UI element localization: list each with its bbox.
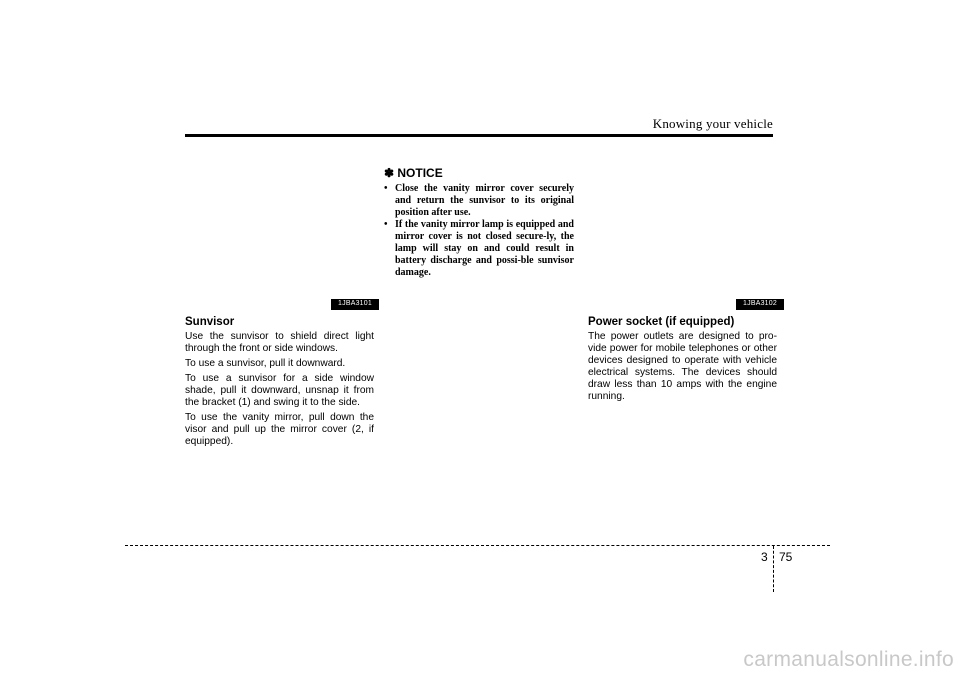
- chapter-number: 3: [761, 550, 768, 564]
- watermark: carmanualsonline.info: [743, 648, 954, 671]
- sunvisor-section: [185, 316, 374, 451]
- paragraph: Use the sunvisor to shield direct light through the front or side windows.: [185, 331, 374, 354]
- section-title: Knowing your vehicle: [652, 116, 773, 131]
- image-code-label: 1JBA3101: [331, 299, 379, 310]
- page-separator: [773, 546, 774, 592]
- notice-list: [384, 183, 574, 279]
- image-code-label: 1JBA3102: [736, 299, 784, 310]
- power-socket-section: [588, 316, 777, 406]
- paragraph: To use the vanity mirror, pull down the visor and pull up the mirror cover (2, if equipped).: [185, 412, 374, 447]
- section-heading: Power socket (if equipped): [588, 316, 735, 328]
- section-heading: Sunvisor: [185, 316, 235, 328]
- page-number: 75: [779, 550, 793, 564]
- paragraph: The power outlets are designed to pro-vide power for mobile telephones or other devices designed to operate with vehicle electrical systems. The devices should draw less than 10 amps with the engine running.: [588, 331, 777, 402]
- notice-title: ✽ NOTICE: [384, 166, 443, 180]
- notice-item: • If the vanity mirror lamp is equipped and mirror cover is not closed secure-ly, the lamp will stay on and could result in battery discharge and possi-ble sunvisor damage.: [384, 219, 574, 279]
- paragraph: To use a sunvisor, pull it downward.: [185, 358, 346, 369]
- header-rule: [185, 134, 773, 137]
- paragraph: To use a sunvisor for a side window shade, pull it downward, unsnap it from the bracket (1) and swing it to the side.: [185, 373, 374, 408]
- footer-rule: [125, 545, 830, 546]
- notice-box: [384, 166, 574, 279]
- notice-item: • Close the vanity mirror cover securely and return the sunvisor to its original position after use.: [384, 183, 574, 219]
